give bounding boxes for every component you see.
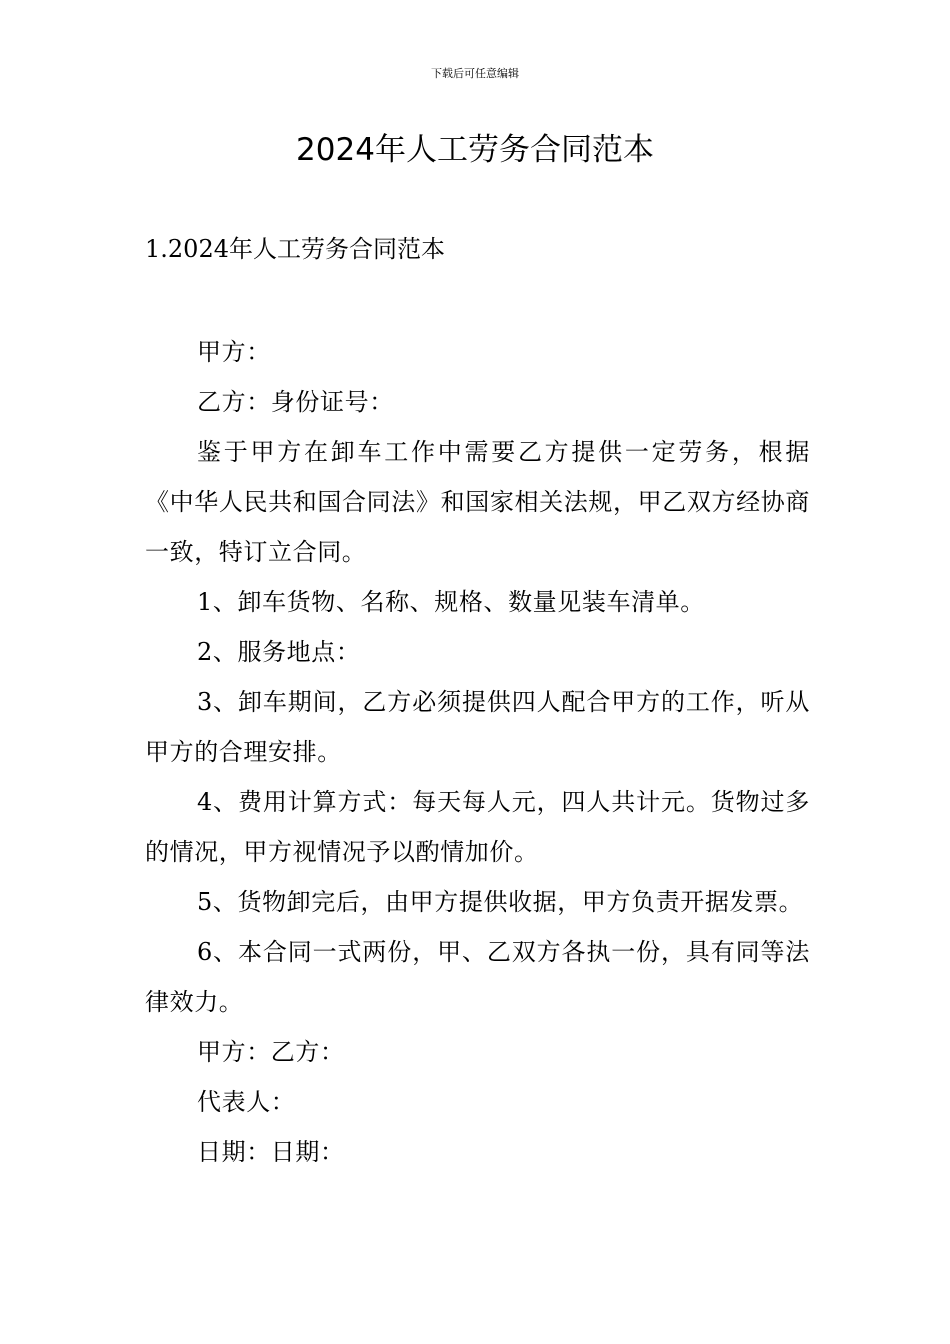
date-line: 日期：日期：	[197, 1138, 345, 1166]
document-title: 2024年人工劳务合同范本	[296, 132, 654, 168]
contract-body	[145, 327, 810, 1177]
preamble-paragraph: 鉴于甲方在卸车工作中需要乙方提供一定劳务，根据《中华人民共和国合同法》和国家相关法规，甲乙双方经协商一致，特订立合同。	[145, 438, 810, 566]
signature-parties-line: 甲方：乙方：	[197, 1038, 345, 1066]
clause-4: 4、费用计算方式：每天每人元，四人共计元。货物过多的情况，甲方视情况予以酌情加价。	[145, 788, 810, 866]
clause-5: 5、货物卸完后，由甲方提供收据，甲方负责开据发票。	[197, 888, 804, 916]
section-heading: 1.2024年人工劳务合同范本	[145, 235, 445, 263]
party-b-line: 乙方：身份证号：	[197, 388, 394, 416]
clause-6: 6、本合同一式两份，甲、乙双方各执一份，具有同等法律效力。	[145, 938, 810, 1016]
clause-2: 2、服务地点：	[197, 638, 361, 666]
party-a-line: 甲方：	[197, 338, 271, 366]
header-note: 下载后可任意编辑	[431, 67, 519, 80]
clause-3: 3、卸车期间，乙方必须提供四人配合甲方的工作，听从甲方的合理安排。	[145, 688, 810, 766]
clause-1: 1、卸车货物、名称、规格、数量见装车清单。	[197, 588, 705, 616]
representative-line: 代表人：	[197, 1088, 296, 1116]
